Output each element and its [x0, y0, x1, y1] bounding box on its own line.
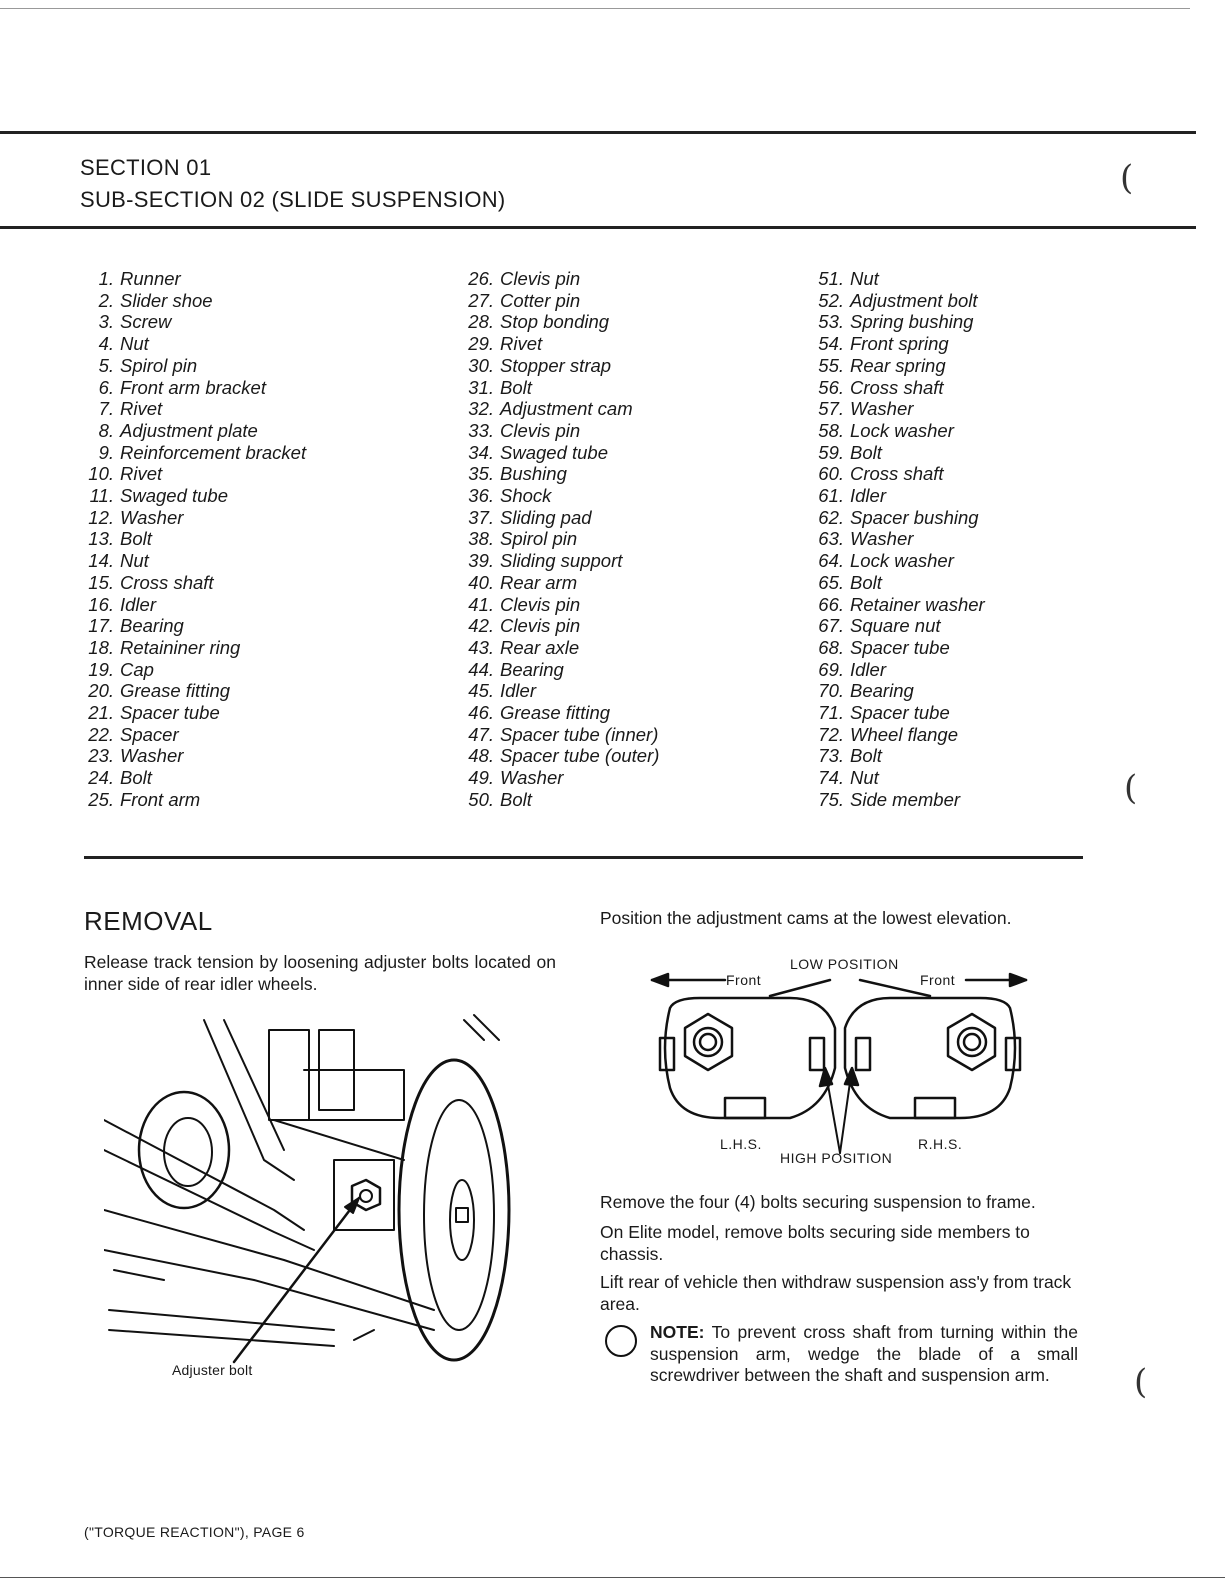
- part-number: 5.: [98, 354, 114, 376]
- part-number: 42.: [468, 615, 494, 637]
- part-number: 57.: [818, 398, 844, 420]
- parts-list-item: [806, 594, 985, 616]
- part-number: 70.: [818, 680, 844, 702]
- parts-list-item: [456, 659, 659, 681]
- part-name: Rivet: [500, 333, 543, 355]
- adjustment-cam-diagram: [640, 968, 1040, 1158]
- parts-list-item: [456, 745, 659, 767]
- part-number: 23.: [88, 745, 114, 767]
- top-thin-rule: [0, 8, 1190, 9]
- parts-list-item: [456, 398, 659, 420]
- part-name: Rear spring: [850, 354, 946, 376]
- part-name: Clevis pin: [500, 593, 581, 615]
- part-number: 38.: [468, 528, 494, 550]
- parts-list-item: [76, 528, 306, 550]
- part-number: 65.: [818, 571, 844, 593]
- part-name: Lock washer: [850, 419, 954, 441]
- part-name: Front spring: [850, 333, 949, 355]
- part-name: Spacer: [120, 723, 179, 745]
- part-name: Washer: [850, 398, 914, 420]
- note-label: NOTE:: [650, 1322, 705, 1342]
- parts-list-item: [76, 485, 306, 507]
- part-number: 43.: [468, 636, 494, 658]
- part-number: 41.: [468, 593, 494, 615]
- part-name: Clevis pin: [500, 419, 581, 441]
- part-number: 35.: [468, 463, 494, 485]
- parts-list-item: [806, 789, 985, 811]
- low-position-label: LOW POSITION: [790, 956, 899, 972]
- part-name: Swaged tube: [120, 485, 229, 507]
- part-number: 15.: [88, 571, 114, 593]
- part-number: 12.: [88, 506, 114, 528]
- parts-list-item: [806, 507, 985, 529]
- parts-list-item: [76, 724, 306, 746]
- part-number: 14.: [88, 550, 114, 572]
- part-number: 56.: [818, 376, 844, 398]
- part-name: Rear arm: [500, 571, 578, 593]
- parts-list-item: [456, 528, 659, 550]
- note-circle-icon: [604, 1324, 638, 1358]
- parts-list-item: [806, 420, 985, 442]
- part-number: 58.: [818, 419, 844, 441]
- part-number: 18.: [88, 636, 114, 658]
- part-number: 52.: [818, 289, 844, 311]
- note-body: To prevent cross shaft from turning within the suspension arm, wedge the blade of a small screwdriver between the shaft and suspension arm.: [650, 1322, 1079, 1385]
- parts-list-item: [76, 637, 306, 659]
- part-name: Runner: [120, 268, 181, 289]
- part-name: Bearing: [120, 615, 184, 637]
- adjuster-bolt-illustration: [104, 1010, 524, 1380]
- parts-list-item: [456, 615, 659, 637]
- part-number: 62.: [818, 506, 844, 528]
- parts-list-item: [76, 702, 306, 724]
- part-number: 13.: [88, 528, 114, 550]
- lhs-label: L.H.S.: [720, 1136, 762, 1152]
- part-name: Spacer bushing: [850, 506, 979, 528]
- parts-list-item: [456, 333, 659, 355]
- part-number: 48.: [468, 745, 494, 767]
- part-name: Sliding pad: [500, 506, 592, 528]
- note-text-container: [650, 1322, 1078, 1387]
- part-name: Bearing: [850, 680, 914, 702]
- parts-list-item: [806, 745, 985, 767]
- parts-list-item: [456, 463, 659, 485]
- part-number: 53.: [818, 311, 844, 333]
- part-name: Bolt: [850, 441, 882, 463]
- parts-list-item: [806, 528, 985, 550]
- parts-list-item: [456, 637, 659, 659]
- position-cams-text: Position the adjustment cams at the lowest elevation.: [600, 908, 1012, 928]
- part-name: Wheel flange: [850, 723, 958, 745]
- part-number: 16.: [88, 593, 114, 615]
- parts-list-column-1: [76, 268, 306, 811]
- part-name: Adjustment cam: [500, 398, 633, 420]
- parts-list-item: [456, 377, 659, 399]
- part-number: 1.: [98, 268, 114, 289]
- part-number: 17.: [88, 615, 114, 637]
- part-name: Bushing: [500, 463, 567, 485]
- part-number: 74.: [818, 767, 844, 789]
- part-number: 4.: [98, 333, 114, 355]
- parts-bottom-rule: [84, 856, 1083, 859]
- part-number: 2.: [98, 289, 114, 311]
- page-footer: ("TORQUE REACTION"), PAGE 6: [84, 1524, 305, 1540]
- part-number: 73.: [818, 745, 844, 767]
- front-left-label: Front: [726, 972, 762, 988]
- part-name: Rivet: [120, 463, 163, 485]
- part-name: Spacer tube (outer): [500, 745, 660, 767]
- part-name: Cross shaft: [120, 571, 214, 593]
- parts-list-item: [806, 442, 985, 464]
- part-number: 9.: [98, 441, 114, 463]
- rhs-label: R.H.S.: [918, 1136, 963, 1152]
- parts-list-item: [76, 268, 306, 290]
- parts-list-item: [76, 789, 306, 811]
- parts-list-column-3: [806, 268, 985, 811]
- parts-list-item: [76, 290, 306, 312]
- binder-hole-mark: (: [1134, 1362, 1148, 1402]
- part-number: 27.: [468, 289, 494, 311]
- parts-list-item: [76, 442, 306, 464]
- parts-list-item: [806, 659, 985, 681]
- parts-list-item: [76, 550, 306, 572]
- part-number: 71.: [818, 702, 844, 724]
- parts-list-item: [76, 398, 306, 420]
- parts-list-item: [806, 724, 985, 746]
- parts-list-item: [76, 659, 306, 681]
- part-name: Side member: [850, 788, 961, 810]
- parts-list-item: [806, 268, 985, 290]
- part-number: 25.: [88, 788, 114, 810]
- part-name: Square nut: [850, 615, 941, 637]
- part-number: 28.: [468, 311, 494, 333]
- parts-list-item: [806, 572, 985, 594]
- part-name: Grease fitting: [120, 680, 231, 702]
- part-name: Swaged tube: [500, 441, 609, 463]
- part-name: Lock washer: [850, 550, 954, 572]
- parts-list-item: [456, 485, 659, 507]
- part-name: Idler: [500, 680, 536, 702]
- part-name: Cross shaft: [850, 376, 944, 398]
- part-name: Cross shaft: [850, 463, 944, 485]
- adjuster-bolt-caption: Adjuster bolt: [172, 1362, 253, 1378]
- section-title: SECTION 01: [80, 155, 212, 180]
- part-number: 54.: [818, 333, 844, 355]
- part-number: 34.: [468, 441, 494, 463]
- part-name: Grease fitting: [500, 702, 611, 724]
- part-number: 22.: [88, 723, 114, 745]
- parts-list-item: [76, 311, 306, 333]
- part-name: Idler: [850, 485, 886, 507]
- header-bottom-rule: [0, 226, 1196, 229]
- part-number: 59.: [818, 441, 844, 463]
- parts-list-item: [806, 355, 985, 377]
- part-number: 19.: [88, 658, 114, 680]
- parts-list-item: [456, 594, 659, 616]
- parts-list-item: [76, 420, 306, 442]
- parts-list-item: [76, 594, 306, 616]
- part-name: Retainer washer: [850, 593, 985, 615]
- parts-list-item: [76, 615, 306, 637]
- parts-list-item: [806, 680, 985, 702]
- parts-list-item: [456, 311, 659, 333]
- parts-list-item: [806, 550, 985, 572]
- part-number: 37.: [468, 506, 494, 528]
- part-name: Bolt: [850, 745, 882, 767]
- part-name: Front arm: [120, 788, 201, 810]
- part-number: 8.: [98, 419, 114, 441]
- parts-list-item: [806, 311, 985, 333]
- part-number: 66.: [818, 593, 844, 615]
- parts-list-item: [76, 355, 306, 377]
- part-number: 33.: [468, 419, 494, 441]
- part-number: 3.: [98, 311, 114, 333]
- parts-list-item: [456, 680, 659, 702]
- part-name: Bearing: [500, 658, 564, 680]
- part-name: Spring bushing: [850, 311, 974, 333]
- parts-list-item: [806, 398, 985, 420]
- parts-list-item: [456, 767, 659, 789]
- part-number: 61.: [818, 485, 844, 507]
- part-number: 40.: [468, 571, 494, 593]
- part-name: Idler: [120, 593, 156, 615]
- removal-heading: REMOVAL: [84, 906, 213, 936]
- part-name: Idler: [850, 658, 886, 680]
- part-number: 55.: [818, 354, 844, 376]
- parts-list-item: [806, 290, 985, 312]
- part-number: 32.: [468, 398, 494, 420]
- part-number: 67.: [818, 615, 844, 637]
- step-remove-bolts: Remove the four (4) bolts securing suspension to frame.: [600, 1192, 1036, 1212]
- part-name: Bolt: [120, 528, 152, 550]
- high-position-label: HIGH POSITION: [780, 1150, 893, 1166]
- part-number: 68.: [818, 636, 844, 658]
- step-elite-model: On Elite model, remove bolts securing side members to chassis.: [600, 1222, 1030, 1264]
- parts-list-item: [806, 377, 985, 399]
- part-name: Bolt: [500, 788, 532, 810]
- parts-list-item: [76, 680, 306, 702]
- part-number: 63.: [818, 528, 844, 550]
- footer-rule: [0, 1577, 1225, 1578]
- parts-list-item: [456, 507, 659, 529]
- part-number: 44.: [468, 658, 494, 680]
- binder-hole-mark: (: [1120, 158, 1134, 198]
- part-name: Adjustment plate: [120, 419, 258, 441]
- front-right-label: Front: [920, 972, 956, 988]
- part-name: Nut: [850, 767, 879, 789]
- part-name: Adjustment bolt: [850, 289, 978, 311]
- parts-list-item: [456, 290, 659, 312]
- part-name: Spacer tube: [120, 702, 220, 724]
- part-name: Clevis pin: [500, 268, 581, 289]
- parts-list-item: [806, 333, 985, 355]
- part-number: 75.: [818, 788, 844, 810]
- part-name: Reinforcement bracket: [120, 441, 307, 463]
- parts-list-item: [456, 355, 659, 377]
- parts-list-item: [76, 767, 306, 789]
- part-name: Front arm bracket: [120, 376, 266, 398]
- part-number: 6.: [98, 376, 114, 398]
- part-name: Spacer tube (inner): [500, 723, 659, 745]
- part-name: Sliding support: [500, 550, 623, 572]
- part-name: Washer: [500, 767, 564, 789]
- parts-list-item: [456, 702, 659, 724]
- part-name: Spirol pin: [500, 528, 578, 550]
- part-number: 47.: [468, 723, 494, 745]
- parts-list-item: [806, 463, 985, 485]
- part-number: 69.: [818, 658, 844, 680]
- part-number: 30.: [468, 354, 494, 376]
- part-number: 72.: [818, 723, 844, 745]
- part-name: Clevis pin: [500, 615, 581, 637]
- part-name: Slider shoe: [120, 289, 213, 311]
- parts-list-item: [806, 615, 985, 637]
- part-number: 24.: [88, 767, 114, 789]
- subsection-title: SUB-SECTION 02 (SLIDE SUSPENSION): [80, 187, 506, 212]
- part-name: Rear axle: [500, 636, 580, 658]
- parts-list-item: [806, 637, 985, 659]
- part-name: Stopper strap: [500, 354, 612, 376]
- part-name: Washer: [120, 506, 184, 528]
- parts-list-column-2: [456, 268, 659, 811]
- part-name: Retaininer ring: [120, 636, 241, 658]
- note-block: [604, 1322, 1078, 1387]
- parts-list-item: [456, 442, 659, 464]
- binder-hole-mark: (: [1124, 768, 1138, 808]
- part-number: 64.: [818, 550, 844, 572]
- part-number: 21.: [88, 702, 114, 724]
- parts-list-item: [76, 333, 306, 355]
- part-number: 10.: [88, 463, 114, 485]
- part-name: Rivet: [120, 398, 163, 420]
- header-top-rule: [0, 131, 1196, 134]
- part-name: Cap: [120, 658, 154, 680]
- removal-intro: Release track tension by loosening adjuster bolts located on inner side of rear idler wheels.: [84, 952, 556, 994]
- part-number: 39.: [468, 550, 494, 572]
- part-name: Bolt: [500, 376, 532, 398]
- part-number: 11.: [89, 485, 114, 507]
- part-number: 50.: [468, 788, 494, 810]
- part-name: Bolt: [850, 571, 882, 593]
- part-name: Screw: [120, 311, 172, 333]
- part-number: 46.: [468, 702, 494, 724]
- part-name: Bolt: [120, 767, 152, 789]
- part-name: Nut: [120, 550, 149, 572]
- parts-list-item: [456, 572, 659, 594]
- parts-list-item: [76, 572, 306, 594]
- part-number: 29.: [468, 333, 494, 355]
- part-name: Spacer tube: [850, 636, 950, 658]
- part-name: Washer: [850, 528, 914, 550]
- parts-list-item: [76, 745, 306, 767]
- part-name: Spacer tube: [850, 702, 950, 724]
- parts-list-item: [806, 702, 985, 724]
- part-number: 26.: [468, 268, 494, 289]
- part-name: Cotter pin: [500, 289, 581, 311]
- parts-list-item: [76, 377, 306, 399]
- part-number: 20.: [88, 680, 114, 702]
- parts-list-item: [76, 507, 306, 529]
- part-name: Stop bonding: [500, 311, 610, 333]
- parts-list-item: [456, 789, 659, 811]
- parts-list-item: [456, 420, 659, 442]
- parts-list-item: [456, 724, 659, 746]
- part-number: 31.: [468, 376, 494, 398]
- part-name: Nut: [120, 333, 149, 355]
- parts-list-item: [806, 485, 985, 507]
- part-number: 7.: [98, 398, 114, 420]
- parts-list-item: [456, 268, 659, 290]
- part-number: 49.: [468, 767, 494, 789]
- part-number: 51.: [818, 268, 844, 289]
- part-name: Washer: [120, 745, 184, 767]
- parts-list-item: [806, 767, 985, 789]
- part-number: 45.: [468, 680, 494, 702]
- part-number: 60.: [818, 463, 844, 485]
- section-header: [80, 152, 506, 216]
- parts-list-item: [76, 463, 306, 485]
- part-name: Spirol pin: [120, 354, 198, 376]
- part-name: Shock: [500, 485, 552, 507]
- part-number: 36.: [468, 485, 494, 507]
- part-name: Nut: [850, 268, 879, 289]
- parts-list-item: [456, 550, 659, 572]
- step-lift-vehicle: Lift rear of vehicle then withdraw suspension ass'y from track area.: [600, 1272, 1072, 1314]
